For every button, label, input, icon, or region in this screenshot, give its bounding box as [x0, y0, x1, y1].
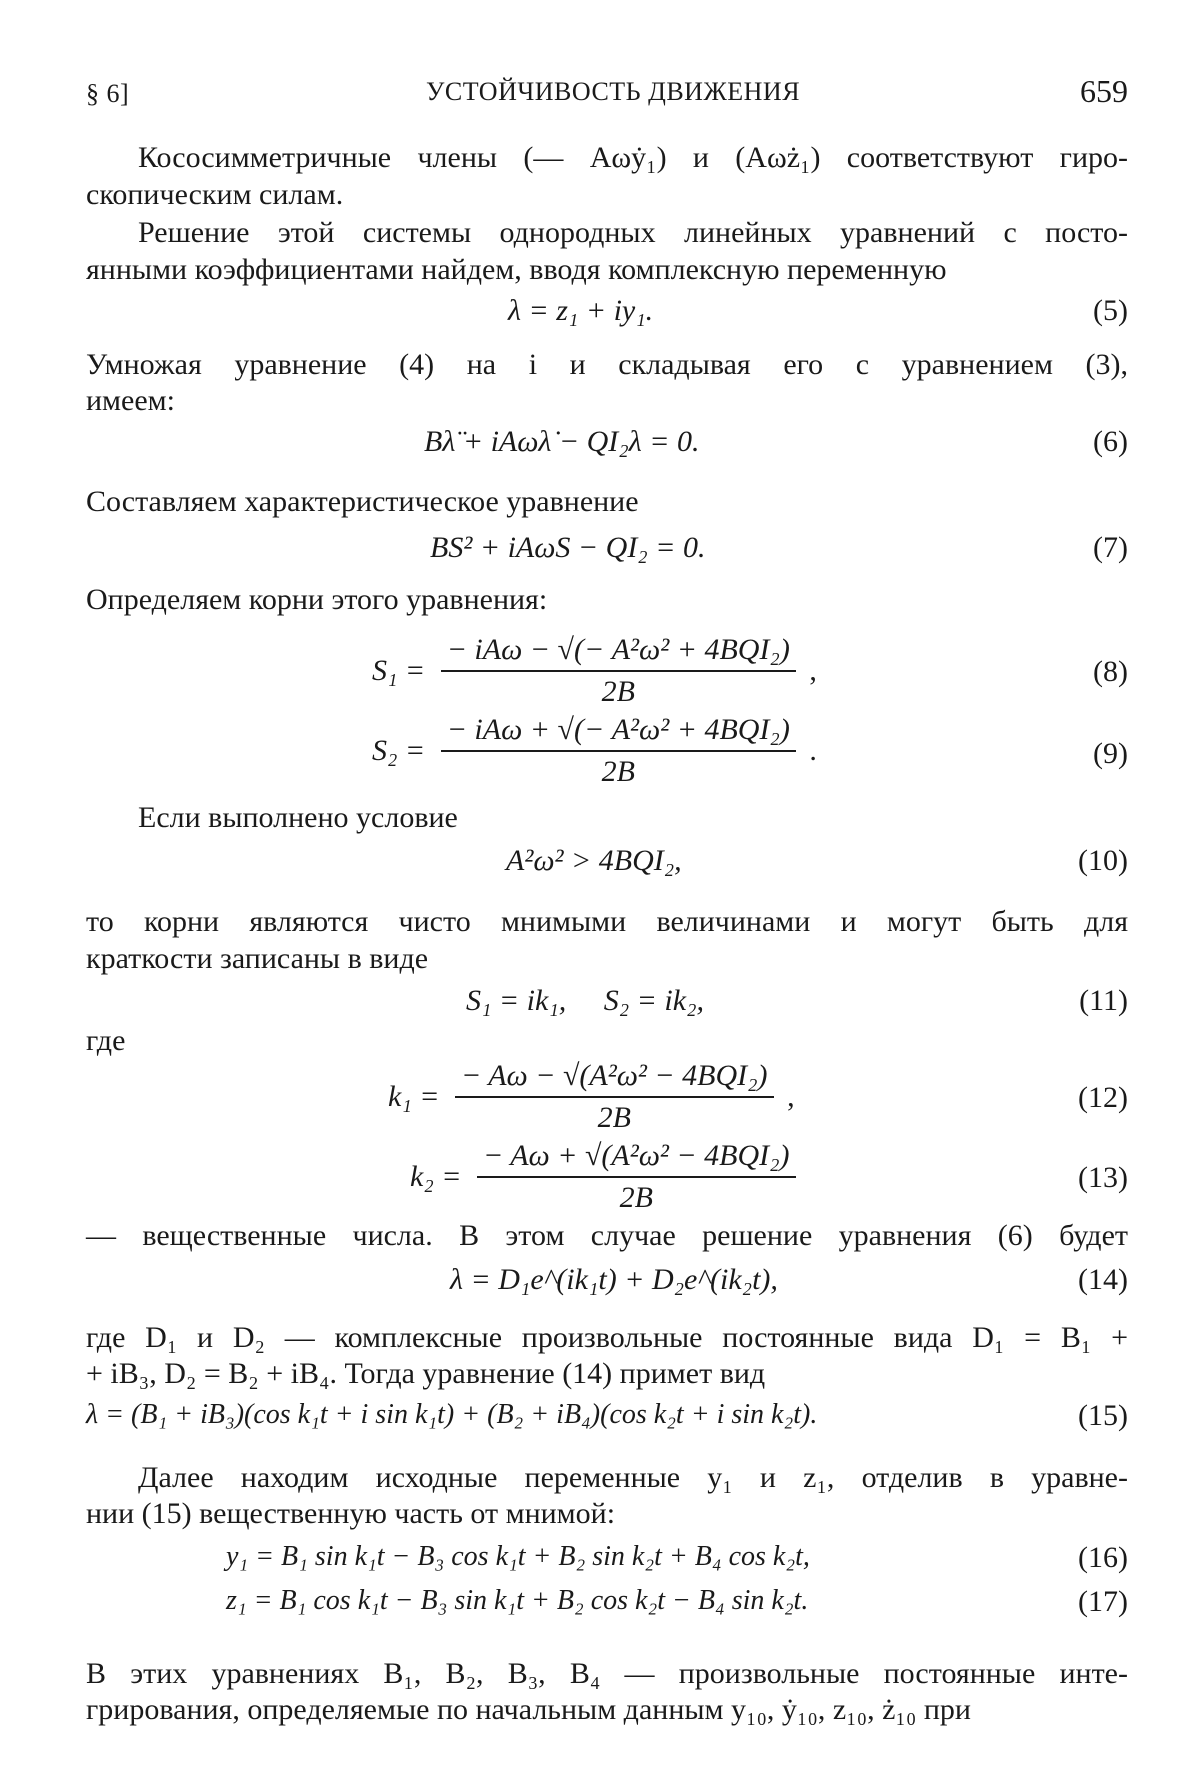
equation-number: (8) [1093, 655, 1128, 688]
denominator: 2B [597, 1101, 631, 1134]
trailing-punct: , [809, 654, 817, 687]
running-title: УСТОЙЧИВОСТЬ ДВИЖЕНИЯ [426, 77, 801, 106]
text-line: Определяем корни этого уравнения: [86, 583, 548, 616]
equation-number: (12) [1078, 1081, 1128, 1114]
text-line: В этих уравнениях B₁, B₂, B₃, B₄ — произвольные постоянные инте- [86, 1657, 1128, 1690]
fraction [477, 1138, 796, 1216]
text-line: то корни являются чисто мнимыми величинами и могут быть для [86, 905, 1128, 938]
equation-14: λ = D₁e^(ik₁t) + D₂e^(ik₂t), [450, 1263, 778, 1296]
text-line: Умножая уравнение (4) на i и складывая его с уравнением (3), [86, 348, 1128, 381]
numerator: − iAω + √(− A²ω² + 4BQI₂) [441, 712, 796, 752]
fraction [441, 712, 796, 790]
text-line: — вещественные числа. В этом случае решение уравнения (6) будет [86, 1219, 1128, 1252]
text-line: + iB₃, D₂ = B₂ + iB₄. Тогда уравнение (14) примет вид [86, 1357, 766, 1390]
equation-number: (15) [1078, 1399, 1128, 1432]
equation-number: (13) [1078, 1161, 1128, 1194]
equation-12 [388, 1058, 795, 1136]
equation-10: A²ω² > 4BQI₂, [506, 844, 682, 877]
text-line: имеем: [86, 384, 175, 417]
equation-17: z₁ = B₁ cos k₁t − B₃ sin k₁t + B₂ cos k₂t − B₄ sin k₂t. [226, 1585, 809, 1616]
text-line: Если выполнено условие [138, 801, 458, 834]
equation-number: (7) [1093, 531, 1128, 564]
equation-11: S₁ = ik₁, S₂ = ik₂, [466, 984, 705, 1017]
equation-number: (10) [1078, 844, 1128, 877]
numerator: − iAω − √(− A²ω² + 4BQI₂) [441, 632, 796, 672]
equation-9 [372, 712, 817, 790]
equation-5: λ = z₁ + iy₁. [508, 294, 654, 327]
section-marker: § 6] [86, 79, 130, 108]
equation-6: Bλ̈ + iAωλ̇ − QI₂λ = 0. [424, 425, 700, 458]
numerator: − Aω − √(A²ω² − 4BQI₂) [455, 1058, 774, 1098]
text-line: янными коэффициентами найдем, вводя комплексную переменную [86, 253, 947, 286]
denominator: 2B [601, 675, 635, 708]
fraction [441, 632, 796, 710]
equation-lhs: k₁ = [388, 1080, 440, 1113]
text-line: Решение этой системы однородных линейных уравнений с посто- [138, 216, 1128, 249]
equation-15: λ = (B₁ + iB₃)(cos k₁t + i sin k₁t) + (B₂ + iB₄)(cos k₂t + i sin k₂t). [86, 1399, 818, 1430]
text-line: где D₁ и D₂ — комплексные произвольные постоянные вида D₁ = B₁ + [86, 1321, 1128, 1354]
text-line: Далее находим исходные переменные y₁ и z₁, отделив в уравне- [138, 1461, 1128, 1494]
text-line: где [86, 1024, 126, 1057]
text-line: нии (15) вещественную часть от мнимой: [86, 1497, 616, 1530]
denominator: 2B [601, 755, 635, 788]
text-line: грирования, определяемые по начальным данным y₁₀, ẏ₁₀, z₁₀, ż₁₀ при [86, 1693, 971, 1726]
equation-number: (17) [1078, 1585, 1128, 1618]
text-line: Кососимметричные члены (— Aωẏ₁) и (Aωż₁) соответствуют гиро- [138, 141, 1128, 174]
page-number: 659 [1080, 73, 1128, 109]
equation-number: (9) [1093, 737, 1128, 770]
equation-13 [410, 1138, 796, 1216]
equation-lhs: S₂ = [372, 734, 426, 767]
text-line: скопическим силам. [86, 178, 344, 211]
text-line: Составляем характеристическое уравнение [86, 485, 639, 518]
denominator: 2B [619, 1181, 653, 1214]
equation-number: (11) [1079, 984, 1128, 1017]
equation-lhs: S₁ = [372, 654, 426, 687]
text-line: краткости записаны в виде [86, 942, 429, 975]
fraction [455, 1058, 774, 1136]
equation-7: BS² + iAωS − QI₂ = 0. [430, 531, 706, 564]
trailing-punct: , [787, 1080, 795, 1113]
equation-lhs: k₂ = [410, 1160, 462, 1193]
equation-8 [372, 632, 817, 710]
equation-number: (5) [1093, 294, 1128, 327]
equation-16: y₁ = B₁ sin k₁t − B₃ cos k₁t + B₂ sin k₂t + B₄ cos k₂t, [226, 1541, 810, 1572]
numerator: − Aω + √(A²ω² − 4BQI₂) [477, 1138, 796, 1178]
trailing-punct: . [809, 734, 817, 767]
equation-number: (16) [1078, 1541, 1128, 1574]
equation-number: (14) [1078, 1263, 1128, 1296]
equation-number: (6) [1093, 425, 1128, 458]
